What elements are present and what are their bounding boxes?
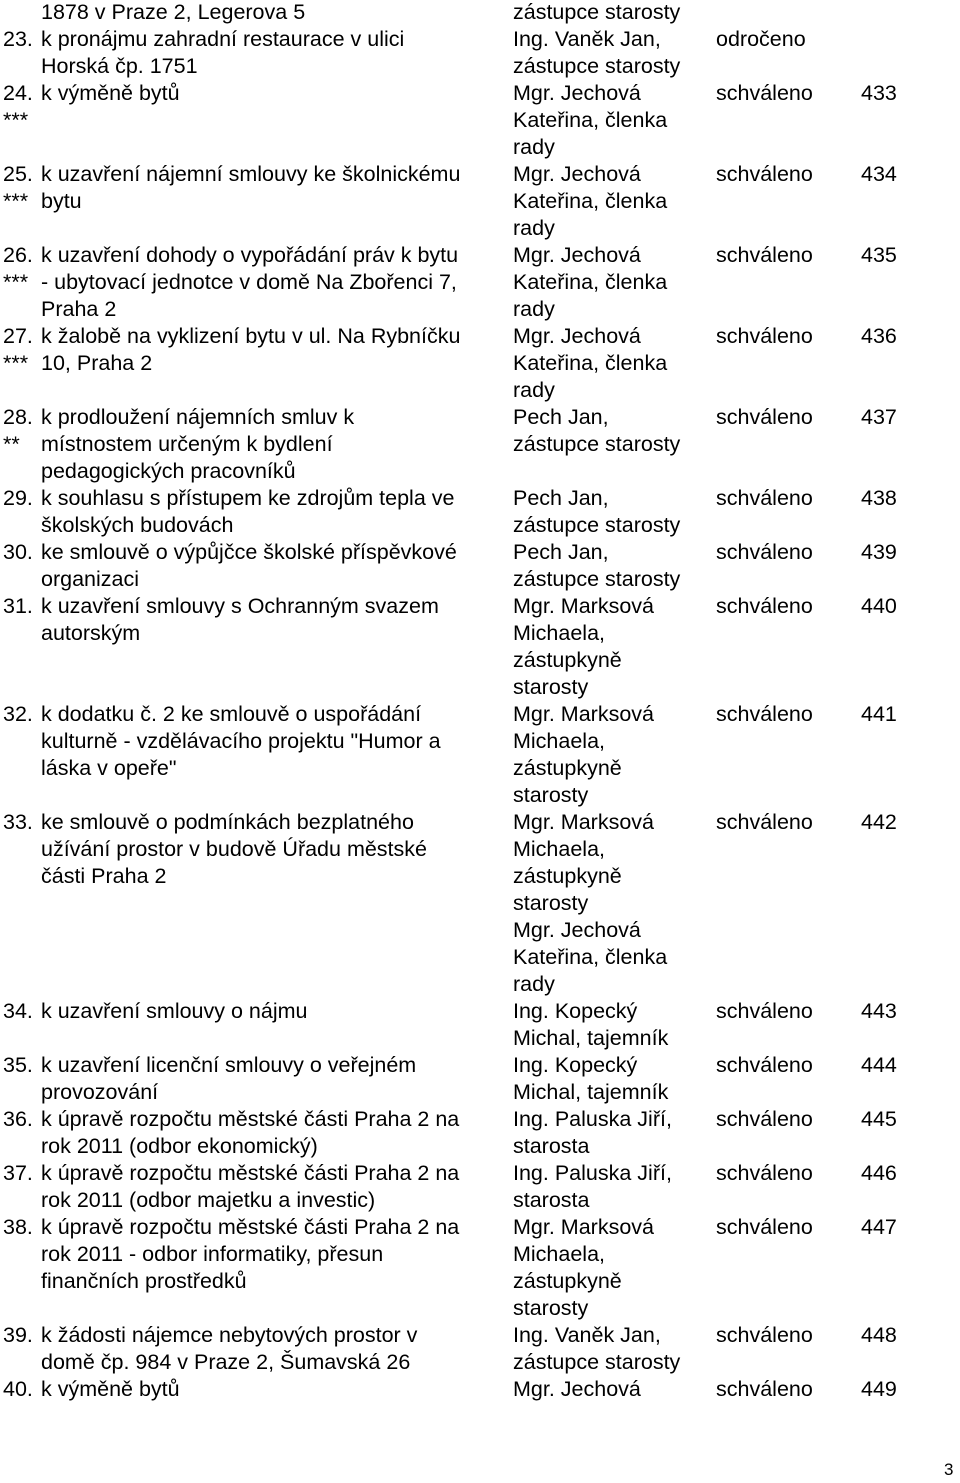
item-subject: k uzavření smlouvy s Ochranným svazem autorským (41, 594, 439, 645)
item-presenter: Mgr. Marksová Michaela, zástupkyně starosty (513, 702, 654, 807)
item-subject: k úpravě rozpočtu městské části Praha 2 na rok 2011 - odbor informatiky, přesun finančních prostředků (41, 1215, 460, 1293)
item-presenter: Mgr. Marksová Michaela, zástupkyně starosty Mgr. Jechová Kateřina, členka rady (513, 810, 668, 996)
item-resolution-number: 449 (861, 1377, 897, 1401)
item-presenter: Mgr. Jechová Kateřina, členka rady (513, 324, 668, 402)
item-presenter: Ing. Paluska Jiří, starosta (513, 1107, 672, 1158)
item-subject: k úpravě rozpočtu městské části Praha 2 na rok 2011 (odbor majetku a investic) (41, 1161, 460, 1212)
item-presenter: Mgr. Jechová (513, 1377, 641, 1401)
item-subject: k výměně bytů (41, 81, 180, 105)
item-resolution-number: 445 (861, 1107, 897, 1131)
item-presenter: Ing. Kopecký Michal, tajemník (513, 1053, 669, 1104)
item-subject: k pronájmu zahradní restaurace v ulici Horská čp. 1751 (41, 27, 405, 78)
item-result: schváleno (716, 243, 813, 267)
item-subject: k prodloužení nájemních smluv k místnostem určeným k bydlení pedagogických pracovníků (41, 405, 355, 483)
item-presenter: Mgr. Marksová Michaela, zástupkyně starosty (513, 1215, 654, 1320)
item-result: odročeno (716, 27, 806, 51)
item-resolution-number: 444 (861, 1053, 897, 1077)
item-resolution-number: 441 (861, 702, 897, 726)
item-number: 28. ** (3, 405, 33, 456)
item-presenter: Pech Jan, zástupce starosty (513, 540, 681, 591)
item-number: 35. (3, 1053, 33, 1077)
item-result: schváleno (716, 1161, 813, 1185)
item-resolution-number: 437 (861, 405, 897, 429)
item-presenter: Mgr. Jechová Kateřina, členka rady (513, 81, 668, 159)
item-subject: k souhlasu s přístupem ke zdrojům tepla ve školských budovách (41, 486, 455, 537)
item-result: schváleno (716, 702, 813, 726)
item-resolution-number: 442 (861, 810, 897, 834)
item-subject: k uzavření licenční smlouvy o veřejném provozování (41, 1053, 417, 1104)
item-presenter: Pech Jan, zástupce starosty (513, 405, 681, 456)
item-number: 23. (3, 27, 33, 51)
item-result: schváleno (716, 486, 813, 510)
item-result: schváleno (716, 1323, 813, 1347)
item-presenter: Ing. Vaněk Jan, zástupce starosty (513, 1323, 681, 1374)
item-resolution-number: 436 (861, 324, 897, 348)
item-resolution-number: 440 (861, 594, 897, 618)
item-result: schváleno (716, 324, 813, 348)
item-number: 27. *** (3, 324, 33, 375)
item-subject: k žádosti nájemce nebytových prostor v domě čp. 984 v Praze 2, Šumavská 26 (41, 1323, 418, 1374)
item-number: 30. (3, 540, 33, 564)
item-resolution-number: 434 (861, 162, 897, 186)
item-presenter: Ing. Paluska Jiří, starosta (513, 1161, 672, 1212)
item-presenter: Pech Jan, zástupce starosty (513, 486, 681, 537)
item-subject: k žalobě na vyklizení bytu v ul. Na Rybníčku 10, Praha 2 (41, 324, 461, 375)
item-resolution-number: 435 (861, 243, 897, 267)
item-result: schváleno (716, 999, 813, 1023)
item-result: schváleno (716, 1107, 813, 1131)
item-result: schváleno (716, 1215, 813, 1239)
item-subject: k uzavření smlouvy o nájmu (41, 999, 308, 1023)
item-subject: k dodatku č. 2 ke smlouvě o uspořádání kulturně - vzdělávacího projektu "Humor a láska v opeře" (41, 702, 441, 780)
item-result: schváleno (716, 81, 813, 105)
item-presenter: Ing. Vaněk Jan, zástupce starosty (513, 27, 681, 78)
item-result: schváleno (716, 162, 813, 186)
item-presenter: Mgr. Marksová Michaela, zástupkyně starosty (513, 594, 654, 699)
item-number: 29. (3, 486, 33, 510)
item-number: 37. (3, 1161, 33, 1185)
item-subject: k uzavření dohody o vypořádání práv k bytu - ubytovací jednotce v domě Na Zbořenci 7, Praha 2 (41, 243, 459, 321)
item-subject: ke smlouvě o výpůjčce školské příspěvkové organizaci (41, 540, 457, 591)
item-resolution-number: 443 (861, 999, 897, 1023)
item-number: 24. *** (3, 81, 33, 132)
item-number: 36. (3, 1107, 33, 1131)
item-presenter: Mgr. Jechová Kateřina, členka rady (513, 243, 668, 321)
item-presenter: Mgr. Jechová Kateřina, členka rady (513, 162, 668, 240)
item-result: schváleno (716, 540, 813, 564)
item-number: 39. (3, 1323, 33, 1347)
item-resolution-number: 439 (861, 540, 897, 564)
item-subject: k uzavření nájemní smlouvy ke školnickému bytu (41, 162, 461, 213)
item-number: 26. *** (3, 243, 33, 294)
item-presenter: zástupce starosty (513, 0, 681, 24)
item-number: 31. (3, 594, 33, 618)
item-result: schváleno (716, 1377, 813, 1401)
item-subject: k výměně bytů (41, 1377, 180, 1401)
item-result: schváleno (716, 810, 813, 834)
item-number: 33. (3, 810, 33, 834)
item-result: schváleno (716, 594, 813, 618)
item-resolution-number: 438 (861, 486, 897, 510)
item-number: 40. (3, 1377, 33, 1401)
item-subject: ke smlouvě o podmínkách bezplatného užívání prostor v budově Úřadu městské části Praha 2 (41, 810, 427, 888)
item-number: 38. (3, 1215, 33, 1239)
item-presenter: Ing. Kopecký Michal, tajemník (513, 999, 669, 1050)
item-result: schváleno (716, 1053, 813, 1077)
item-resolution-number: 433 (861, 81, 897, 105)
item-number: 34. (3, 999, 33, 1023)
item-number: 32. (3, 702, 33, 726)
item-resolution-number: 447 (861, 1215, 897, 1239)
item-result: schváleno (716, 405, 813, 429)
page-number: 3 (944, 1460, 954, 1479)
item-subject: 1878 v Praze 2, Legerova 5 (41, 0, 306, 24)
item-resolution-number: 446 (861, 1161, 897, 1185)
item-number: 25. *** (3, 162, 33, 213)
item-subject: k úpravě rozpočtu městské části Praha 2 na rok 2011 (odbor ekonomický) (41, 1107, 460, 1158)
item-resolution-number: 448 (861, 1323, 897, 1347)
